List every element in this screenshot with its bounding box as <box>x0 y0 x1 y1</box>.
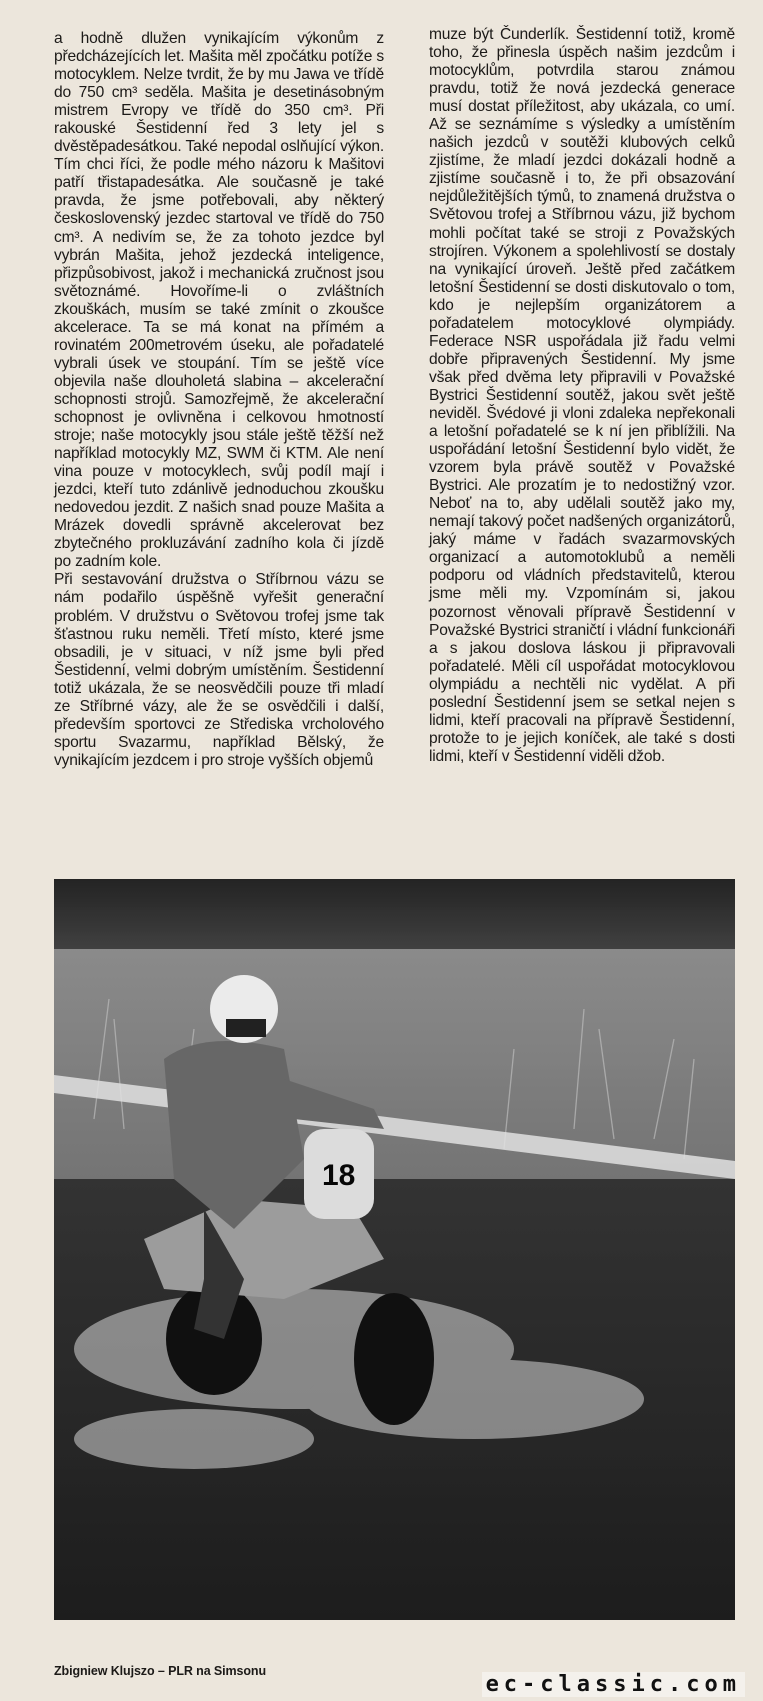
tree-line <box>54 879 735 959</box>
motocross-photo <box>54 879 735 1620</box>
left-paragraph-1: a hodně dlužen vynikajícím výkonům z předcházejících let. Mašita měl zpočátku potíže s motocyklem. Nelze tvrdit, že by mu Jawa ve třídě do 750 cm³ seděla. Mašita je desetinásobným mistrem Evropy ve třídě do 350 cm³. Při rakouské Šestidenní řed 3 lety jel s dvěstěpadesátkou. Také nepodal oslňující výkon. Tím chci říci, že podle mého názoru k Mašitovi patří třistapadesátka. Ale současně je také pravda, že jsme potřebovali, aby některý československý jezdec startoval ve třídě do 750 cm³. A nedivím se, že za tohoto jezdce byl vybrán Mašita, jehož jezdecká inteligence, přizpůsobivost, jakož i mechanická zručnost jsou světoznámé. Hovoříme-li o zvláštních zkouškách, musím se také zmínit o zkoušce akcelerace. Ta se má konat na přímém a rovinatém 200metrovém úseku, ale pořadatelé vybrali úsek ve stoupání. Tím se ještě více objevila naše dlouholetá slabina – akcelerační schopnosti strojů. Samozřejmě, že akcelerační schopnost je ovlivněna i celkovou hmotností stroje; naše motocykly jsou stále ještě těžší než například motocykly MZ, SWM či KTM. Ale není vina pouze v motocyklech, svůj podíl mají i jezdci, kteří tuto zdánlivě jednoduchou zkoušku nedovedou jezdit. Z našich snad pouze Mašita a Mrázek dovedli správně akcelerovat bez zbytečného prokluzávání zadního kola či jízdě po zadním kole. <box>54 30 384 571</box>
right-paragraph-1: muze být Čunderlík. Šestidenní totiž, kromě toho, že přinesla úspěch našim jezdcům i motocyklům, potvrdila starou známou pravdu, totiž že nová jezdecká generace musí dostat příležitost, aby ukázala, co umí. Až se seznámíme s výsledky a umístěním našich jezdců v soutěži klubových celků zjistíme, že mladí jezdci dokázali hodně a zjistíme současně i to, že při obsazování nejdůležitějších týmů, to znamená družstva o Světovou trofej a Stříbrnou vázu, již bychom mohli počítat také se stroji z Považských strojíren. Výkonem a spolehlivostí se dostaly na vynikající úroveň. Ještě před začátkem letošní Šestidenní se dosti diskutovalo o tom, kdo je nejlepším organizátorem a pořadatelem motocyklové olympiády. Federace NSR uspořádala již řadu velmi dobře připravených Šestidenní. My jsme však před dvěma lety připravili v Považské Bystrici Šestidenní soutěž, jakou svět ještě neviděl. Švédové ji vloni zdaleka nepřekonali a letošní pořadatelé se k ní jen přiblížili. Na uspořádání letošní Šestidenní bylo vidět, že vzorem byla právě soutěž v Považské Bystrici. Ale prozatím je to nedostižný vzor. Neboť na to, aby udělali soutěž jako my, nemají takový počet nadšených organizátorů, jaký máme v řadách svazarmovských organizací a automotoklubů a neměli podporu od vládních představitelů, kterou jsme měli my. Vzpomínám si, jakou pozornost věnovali přípravě Šestidenní v Považské Bystrici straničtí i vládní funkcionáři a s jakou doslova láskou ji připravovali pořadatelé. Měli cíl uspořádat motocyklovou olympiádu a nechtěli nic vydělat. A při poslední Šestidenní jsem se setkal nejen s lidmi, kteří pracovali na přípravě Šestidenní, protože to je jejich koníček, ale také s dosti lidmi, kteří v Šestidenní viděli džob. <box>429 26 735 765</box>
watermark: ec-classic.com <box>482 1672 745 1697</box>
right-text-column <box>429 26 735 766</box>
photo-caption: Zbigniew Klujszo – PLR na Simsonu <box>54 1664 266 1678</box>
plate-number: 18 <box>322 1159 356 1192</box>
photo-illustration <box>54 879 735 1620</box>
left-text-column <box>54 30 384 770</box>
left-paragraph-2: Při sestavování družstva o Stříbrnou vázu se nám podařilo úspěšně vyřešit generační problém. V družstvu o Světovou trofej jsme tak šťastnou ruku neměli. Třetí místo, které jsme obsadili, je v situaci, v níž jsme byli před Šestidenní, velmi dobrým umístěním. Šestidenní totiž ukázala, že se neosvědčili pouze tři mladí ze Stříbrné vázy, ale že se osvědčili i další, především sportovci ze Střediska vrcholového sportu Svazarmu, například Bělský, že vynikajícím jezdcem i pro stroje vyšších objemů <box>54 571 384 769</box>
